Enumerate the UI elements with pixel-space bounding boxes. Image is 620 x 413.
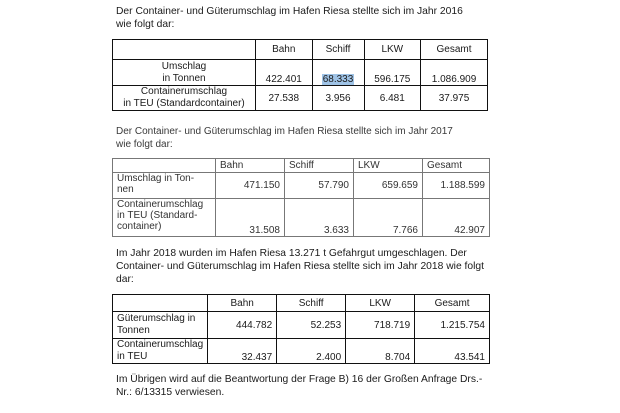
header-schiff: Schiff <box>277 295 346 312</box>
cell-value: 1.215.754 <box>415 312 490 339</box>
row-label-line: Güterumschlag in <box>117 313 196 324</box>
cell-value: 659.659 <box>354 173 423 199</box>
table-corner <box>113 159 216 173</box>
row-label-line: in TEU <box>117 351 148 362</box>
row-label-line: Umschlag <box>161 60 207 72</box>
header-bahn: Bahn <box>256 40 313 60</box>
row-label-line: container) <box>117 221 162 232</box>
closing-text: Im Übrigen wird auf die Beantwortung der Frage B) 16 der Großen Anfrage Drs.-Nr.: 6/13315 verwiesen. <box>116 374 483 398</box>
header-gesamt: Gesamt <box>415 295 490 312</box>
table-row <box>113 86 488 111</box>
row-label-line: Containerumschlag <box>140 86 228 97</box>
intro-2017-line: wie folgt dar: <box>116 139 173 150</box>
cell-value: 1.086.909 <box>421 60 488 86</box>
cell-value: 3.956 <box>312 86 364 111</box>
cell-value: 1.188.599 <box>423 173 490 199</box>
cell-value: 57.790 <box>285 173 354 199</box>
row-label-line: Umschlag in Ton- <box>117 173 195 184</box>
row-label <box>113 60 256 86</box>
table-2018 <box>112 294 490 364</box>
row-label-line: Tonnen <box>117 325 150 336</box>
header-schiff: Schiff <box>312 40 364 60</box>
row-label <box>113 173 216 199</box>
table-row <box>113 312 490 339</box>
header-lkw: LKW <box>364 40 421 60</box>
cell-value: 444.782 <box>208 312 277 339</box>
cell-value: 422.401 <box>256 60 313 86</box>
table-corner <box>113 295 208 312</box>
table-corner <box>113 40 256 60</box>
cell-value: 42.907 <box>423 199 490 237</box>
cell-value: 52.253 <box>277 312 346 339</box>
row-label-line: nen <box>117 184 134 195</box>
row-label <box>113 86 256 111</box>
header-lkw: LKW <box>346 295 415 312</box>
row-label <box>113 339 208 364</box>
cell-value: 31.508 <box>216 199 285 237</box>
cell-value: 3.633 <box>285 199 354 237</box>
table-row <box>113 173 490 199</box>
intro-2018: Im Jahr 2018 wurden im Hafen Riesa 13.271 t Gefahrgut umgeschlagen. Der Container- und Güterumschlag im Hafen Riesa stellte sich im Jahr 2018 wie folgt dar: <box>116 248 484 285</box>
header-gesamt: Gesamt <box>421 40 488 60</box>
table-row <box>113 199 490 237</box>
table-2016 <box>112 39 488 111</box>
cell-value: 8.704 <box>346 339 415 364</box>
header-lkw: LKW <box>354 159 423 173</box>
row-label-line: in TEU (Standardcontainer) <box>123 98 245 109</box>
cell-value: 32.437 <box>208 339 277 364</box>
cell-value: 471.150 <box>216 173 285 199</box>
header-gesamt: Gesamt <box>423 159 490 173</box>
cell-value: 2.400 <box>277 339 346 364</box>
cell-value <box>312 60 364 86</box>
table-row <box>113 60 488 86</box>
row-label <box>113 199 216 237</box>
cell-value: 43.541 <box>415 339 490 364</box>
intro-2017 <box>116 125 496 151</box>
table-2017 <box>112 158 490 237</box>
row-label-line: in TEU (Standard- <box>117 210 198 221</box>
header-schiff: Schiff <box>285 159 354 173</box>
cell-value: 718.719 <box>346 312 415 339</box>
cell-value: 27.538 <box>256 86 313 111</box>
row-label <box>113 312 208 339</box>
cell-value: 6.481 <box>364 86 421 111</box>
row-label-line: Containerumschlag <box>117 199 204 210</box>
header-bahn: Bahn <box>216 159 285 173</box>
cell-value: 37.975 <box>421 86 488 111</box>
intro-2016: Der Container- und Güterumschlag im Hafen Riesa stellte sich im Jahr 2016 wie folgt dar: <box>116 6 463 30</box>
row-label-line: Containerumschlag <box>117 339 204 350</box>
header-bahn: Bahn <box>208 295 277 312</box>
row-label-line: in Tonnen <box>162 72 206 84</box>
table-row <box>113 339 490 364</box>
cell-value: 7.766 <box>354 199 423 237</box>
cell-value: 596.175 <box>364 60 421 86</box>
intro-2017-line: Der Container- und Güterumschlag im Hafen Riesa stellte sich im Jahr 2017 <box>116 126 453 137</box>
highlighted-value: 68.333 <box>322 74 354 85</box>
